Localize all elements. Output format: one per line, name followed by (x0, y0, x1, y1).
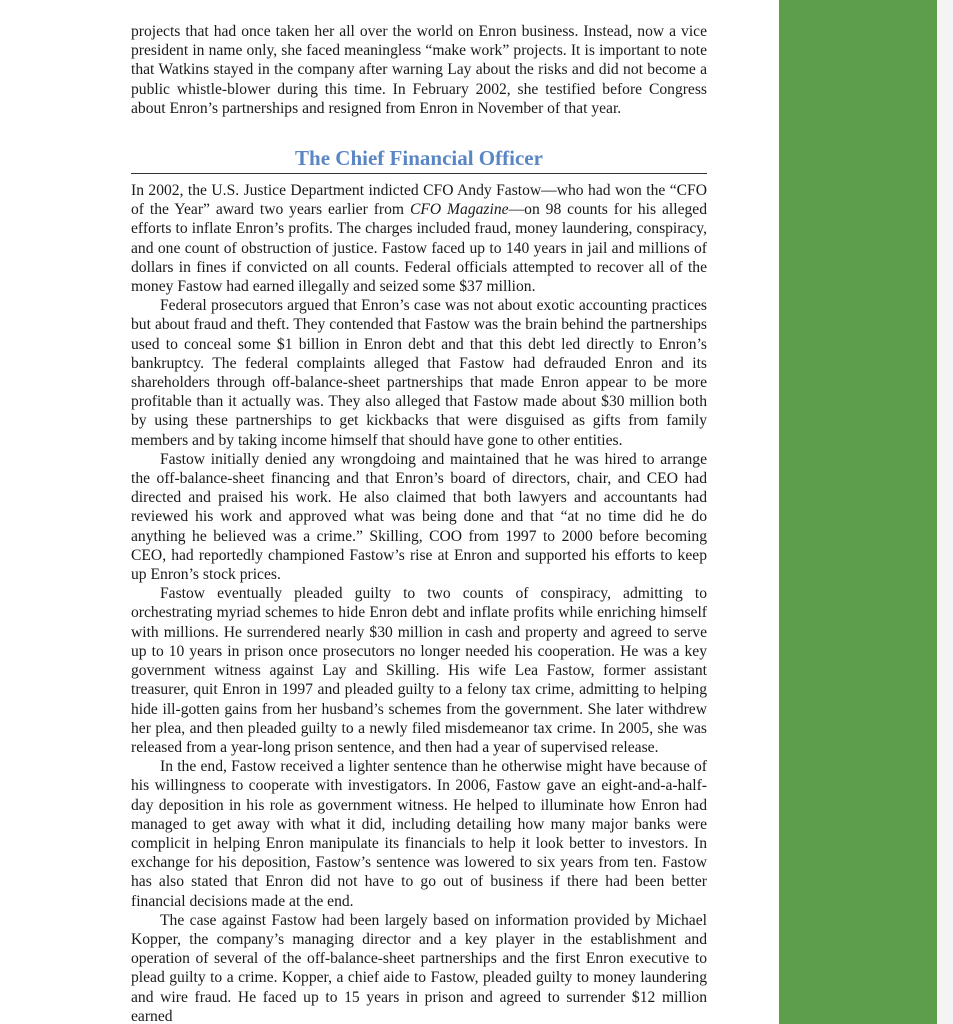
paragraph-6: The case against Fastow had been largely based on information provided by Michael Kopper, the company’s managing director and a key player in the establishment and operation of several of the off-balance-sheet partnerships and the first Enron executive to plead guilty to a crime. Kopper, a chief aide to Fastow, pleaded guilty to money laundering and wire fraud. He faced up to 15 years in prison and agreed to surrender $12 million earned (131, 911, 707, 1024)
paragraph-5: In the end, Fastow received a lighter sentence than he otherwise might have because of his willingness to cooperate with investigators. In 2006, Fastow gave an eight-and-a-half-day deposition in his role as government witness. He helped to illuminate how Enron had managed to get away with what it did, including detailing how many major banks were complicit in helping Enron manipulate its financials to help it look better to investors. In exchange for his deposition, Fastow’s sentence was lowered to six years from ten. Fastow has also stated that Enron did not have to go out of business if there had been better financial decisions made at the end. (131, 758, 707, 910)
paragraph-3: Fastow initially denied any wrongdoing and maintained that he was hired to arrange the off-balance-sheet financing and that Enron’s board of directors, chair, and CEO had directed and praised his work. He also claimed that both lawyers and accountants had reviewed his work and approved what was being done and that “at no time did he do anything he believed was a crime.” Skilling, COO from 1997 to 2000 before becoming CEO, had reportedly championed Fastow’s rise at Enron and supported his efforts to keep up Enron’s stock prices. (131, 450, 707, 584)
intro-paragraph: projects that had once taken her all over the world on Enron business. Instead, now a vice president in name only, she faced meaningless “make work” projects. It is important to note that Watkins stayed in the company after warning Lay about the risks and did not become a public whistle-blower during this time. In February 2002, she testified before Congress about Enron’s partnerships and resigned from Enron in November of that year. (131, 23, 707, 117)
page-edge (937, 0, 953, 1024)
paragraph-1 (131, 181, 707, 296)
magazine-title: CFO Magazine (409, 201, 509, 219)
body-text-column (131, 22, 707, 1024)
paragraph-2: Federal prosecutors argued that Enron’s case was not about exotic accounting practices but about fraud and theft. They contended that Fastow was the brain behind the partnerships used to conceal some $1 billion in Enron debt and that this debt led directly to Enron’s bankruptcy. The federal complaints alleged that Fastow had defrauded Enron and its shareholders through off-balance-sheet partnerships that made Enron appear to be more profitable than it actually was. They also alleged that Fastow made about $30 million both by using these partnerships to get kickbacks that were disguised as gifts from family members and by taking income himself that should have gone to other entities. (131, 297, 707, 449)
paragraph-1-part-1: In 2002, the U.S. Justice Department indicted CFO Andy Fastow—who had won the “CFO of the Year” award two years earlier from (131, 182, 707, 219)
green-margin-band (779, 0, 937, 1024)
paragraph-4: Fastow eventually pleaded guilty to two counts of conspiracy, admitting to orchestrating myriad schemes to hide Enron debt and inflate profits while enriching himself with millions. He surrendered nearly $30 million in cash and property and agreed to serve up to 10 years in prison once prosecutors no longer needed his cooperation. He was a key government witness against Lay and Skilling. His wife Lea Fastow, former assistant treasurer, quit Enron in 1997 and pleaded guilty to a felony tax crime, admitting to helping hide ill-gotten gains from her husband’s schemes from the government. She later withdrew her plea, and then pleaded guilty to a newly filed misdemeanor tax crime. In 2005, she was released from a year-long prison sentence, and then had a year of supervised release. (131, 585, 707, 756)
paragraph-1-part-2: —on 98 counts for his alleged efforts to inflate Enron’s profits. The charges included fraud, money laundering, conspiracy, and one count of obstruction of justice. Fastow faced up to 140 years in jail and millions of dollars in fines if convicted on all counts. Federal officials attempted to recover all of the money Fastow had earned illegally and seized some $37 million. (131, 201, 708, 296)
section-heading: The Chief Financial Officer (131, 146, 707, 174)
